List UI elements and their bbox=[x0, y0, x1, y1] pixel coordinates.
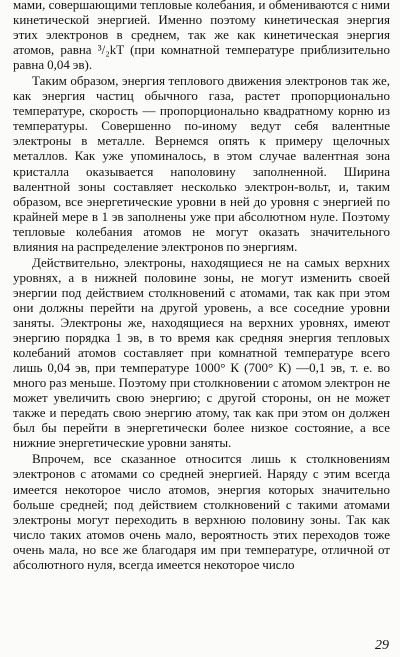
paragraph-2: Таким образом, энергия теплового движения электронов так же, как энергия частиц обычного газа, растет пропорционально температуре, скорость — пропорционально квадратному корню из температуры. Совершенно по-иному ведут себя валентные электроны в металле. Вернемся опять к примеру щелочных металлов. Как уже упоминалось, в этом случае валентная зона кристалла оказывается наполовину заполненной. Ширина валентной зоны составляет несколько электрон-вольт, и, таким образом, все энергетические уровни в ней до уровня с энергией по крайней мере в 1 эв заполнены уже при абсолютном нуле. Поэтому тепловые колебания атомов не могут оказать значительного влияния на распределение электронов по энергиям. bbox=[13, 73, 390, 254]
body-text bbox=[13, 0, 390, 572]
paragraph-1: мами, совершающими тепловые колебания, и обмениваются с ними кинетической энергией. Именно поэтому кинетическая энергия этих электронов в среднем, так же как кинетическая энергия атомов, равна ³/₂kT (при комнатной температуре приблизительно равна 0,04 эв). bbox=[13, 0, 390, 73]
paragraph-3: Действительно, электроны, находящиеся не на самых верхних уровнях, а в нижней половине зоны, не могут изменить своей энергии под действием столкновений с атомами, так как при этом они должны перейти на другой уровень, а все соседние уровни заняты. Электроны же, находящиеся на верхних уровнях, имеют энергию порядка 1 эв, в то время как средняя энергия тепловых колебаний атомов составляет при комнатной температуре всего лишь 0,04 эв, при температуре 1000° К (700° К) —0,1 эв, т. е. во много раз меньше. Поэтому при столкновении с атомом электрон не может увеличить свою энергию; с другой стороны, он не может также и передать свою энергию атому, так как при этом он должен был бы перейти в энергетически более низкое состояние, а все нижние энергетические уровни заняты. bbox=[13, 254, 390, 451]
paragraph-4: Впрочем, все сказанное относится лишь к столкновениям электронов с атомами со средней энергией. Наряду с этим всегда имеется некоторое число атомов, энергия которых значительно больше средней; под действием столкновений с такими атомами электроны могут переходить в верхнюю половину зоны. Так как число таких атомов очень мало, вероятность этих переходов тоже очень мала, но все же благодаря им при температуре, отличной от абсолютного нуля, всегда имеется некоторое число bbox=[13, 451, 390, 572]
page-number: 29 bbox=[375, 638, 389, 653]
